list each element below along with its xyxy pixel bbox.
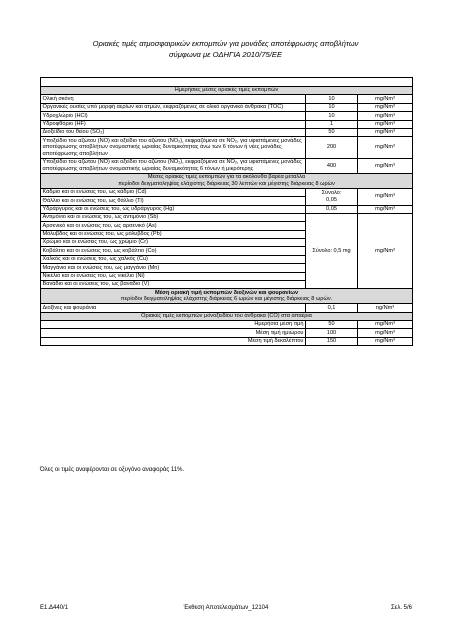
limit-value: 50	[306, 128, 358, 136]
limit-unit: mg/Nm³	[358, 103, 413, 111]
metals-heading-row	[41, 173, 413, 188]
group-total-number: 0,05	[326, 196, 337, 203]
limit-unit: mg/Nm³	[358, 158, 413, 173]
table-row	[41, 329, 413, 337]
metals-heading-line-1: Μέσες οριακές τιμές εκπομπών για τα ακόλουθα βαρέα μέταλλα	[147, 174, 306, 181]
limit-unit: mg/Nm³	[358, 95, 413, 103]
pollutant-name: Μαγγάνιο και οι ενώσεις του, ως μαγγάνιο (Mn)	[41, 264, 306, 272]
limit-unit: mg/Nm³	[358, 112, 413, 120]
pollutant-name: Χρώμιο και οι ενώσεις του, ως χρώμιο (Cr)	[41, 239, 306, 247]
pollutant-name: Κοβάλτιο και οι ενώσεις του, ως κοβάλτιο (Co)	[41, 247, 306, 255]
limit-value: 0,1	[306, 304, 358, 312]
limit-value: 0,05	[306, 205, 358, 213]
limit-unit: mg/Nm³	[358, 205, 413, 213]
table-row	[41, 120, 413, 128]
pollutant-name: Υδράργυρος και οι ενώσεις του, ως υδράργυρος (Hg)	[41, 205, 306, 213]
group-total-label: Σύνολο:	[321, 190, 342, 197]
limit-unit: mg/Nm³	[358, 120, 413, 128]
limit-value: 10	[306, 103, 358, 111]
table-row	[41, 112, 413, 120]
limit-value: 150	[306, 337, 358, 345]
limit-unit: mg/Nm³	[358, 137, 413, 159]
limit-unit: mg/Nm³	[358, 188, 413, 205]
metals-heading	[41, 173, 413, 188]
co-heading-row	[41, 312, 413, 320]
limit-value: 100	[306, 329, 358, 337]
limit-unit: mg/Nm³	[358, 320, 413, 328]
limit-unit: mg/Nm³	[358, 337, 413, 345]
table-row	[41, 158, 413, 173]
pollutant-name: Διοξίνες και φουράνια	[41, 304, 306, 312]
footer-document-title: Έκθεση Αποτελεσμάτων_12104	[183, 605, 269, 611]
table-row	[41, 188, 413, 196]
pollutant-name: Κάδμιο και οι ενώσεις του, ως κάδμιο (Cd)	[41, 188, 306, 196]
pollutant-name: Υδροφθόριο (HF)	[41, 120, 306, 128]
table-row	[41, 95, 413, 103]
pollutant-name: Αρσενικό και οι ενώσεις του, ως αρσενικό (As)	[41, 222, 306, 230]
limit-value: 400	[306, 158, 358, 173]
limit-unit: ng/Nm³	[358, 304, 413, 312]
table-row	[41, 320, 413, 328]
table-row	[41, 205, 413, 213]
footer-document-code: Ε1.Δ440/1	[40, 605, 69, 611]
title-line-1: Οριακές τιμές ατμοσφαιρικών εκπομπών για μονάδες αποτέφρωσης αποβλήτων	[92, 39, 359, 48]
co-measure-name: Μέση τιμή ημιώρου	[41, 329, 306, 337]
pollutant-name: Θάλλιο και οι ενώσεις του, ως θάλλιο (Tl)	[41, 197, 306, 205]
pollutant-name: Υδροχλώριο (HCl)	[41, 112, 306, 120]
pollutant-name: Χαλκός και οι ενώσεις του, ως χαλκός (Cu)	[41, 255, 306, 263]
title-line-2: σύμφωνα με ΟΔΗΓΙΑ 2010/75/ΕΕ	[168, 50, 283, 59]
limit-unit: mg/Nm³	[358, 213, 413, 288]
pollutant-name: Μόλυβδος και οι ενώσεις του, ως μόλυβδος (Pb)	[41, 230, 306, 238]
table-row	[41, 304, 413, 312]
table-row	[41, 337, 413, 345]
table-row	[41, 128, 413, 136]
dioxins-heading-line-2: περίοδοι δειγματοληψίας ελάχιστης διάρκειας 6 ωρών και μέγιστης διάρκειας 8 ωρών.	[120, 296, 333, 303]
pollutant-name: Υποξείδιο του αζώτου (NO) και οξείδιο του αζώτου (NO₂), εκφραζόμενα σε NO₂, για υφιστάμενες μονάδες αποτέφρωσης αποβλήτων ονομαστικής ωριαίας δυναμικότητας 6 τόνων ή μικρότερης	[41, 158, 306, 173]
group-total-value	[306, 188, 358, 205]
limit-value: 10	[306, 112, 358, 120]
dioxins-heading-line-1: Μέση οριακή τιμή εκπομπών διοξινών και φουρανίων	[154, 289, 299, 296]
co-measure-name: Μέση τιμή δεκαλέπτου	[41, 337, 306, 345]
pollutant-name: Βανάδιο και οι ενώσεις του, ως βανάδιο (V)	[41, 280, 306, 288]
group-total-value: Σύνολο: 0,5 mg	[306, 213, 358, 288]
pollutant-name: Αντιμόνιο και οι ενώσεις του, ως αντιμόνιο (Sb)	[41, 213, 306, 221]
table-row	[41, 137, 413, 159]
pollutant-name: Οργανικές ουσίες υπό μορφή αερίων και ατμών, εκφραζόμενες σε ολικό οργανικό άνθρακα (TOC)	[41, 103, 306, 111]
daily-heading-row	[41, 87, 413, 95]
pollutant-name: Διοξείδιο του θείου (SO₂)	[41, 128, 306, 136]
daily-heading: Ημερήσιες μέσες οριακές τιμές εκπομπών	[41, 87, 413, 95]
dioxins-heading-row	[41, 289, 413, 304]
co-measure-name: Ημερήσια μέση τιμή	[41, 320, 306, 328]
limit-value: 50	[306, 320, 358, 328]
limit-value: 10	[306, 95, 358, 103]
table-row	[41, 103, 413, 111]
dioxins-heading	[41, 289, 413, 304]
pollutant-name: Υποξείδιο του αζώτου (NO) και οξείδιο του αζώτου (NO₂), εκφραζόμενα σε NO₂, για υφιστάμενες μονάδες αποτέφρωσης αποβλήτων ονομαστικής ωριαίας δυναμικότητας άνω των 6 τόνων ή νέες μονάδες αποτέφρωσης αποβλήτων	[41, 137, 306, 159]
footer-page-number: Σελ. 5/6	[390, 605, 412, 611]
limit-value: 200	[306, 137, 358, 159]
limit-value: 1	[306, 120, 358, 128]
pollutant-name: Νικέλιο και οι ενώσεις του, ως νικέλιο (Ni)	[41, 272, 306, 280]
limit-unit: mg/Nm³	[358, 128, 413, 136]
table-row	[41, 213, 413, 221]
reference-oxygen-note: Όλες οι τιμές αναφέρονται σε οξυγόνο αναφοράς 11%.	[40, 467, 185, 473]
limit-unit: mg/Nm³	[358, 329, 413, 337]
emission-limits-table	[40, 77, 413, 346]
pollutant-name: Ολική σκόνη	[41, 95, 306, 103]
metals-heading-line-2: περίοδοι δειγματοληψίας ελάχιστης διάρκειας 30 λεπτών και μέγιστης διάρκειας 8 ωρών	[118, 180, 335, 187]
table-top-blank-row	[41, 78, 413, 87]
co-heading: Οριακές τιμές εκπομπών μονοξειδίου του άνθρακα (CO) στα απαέρια	[41, 312, 413, 320]
page-title	[0, 38, 451, 60]
